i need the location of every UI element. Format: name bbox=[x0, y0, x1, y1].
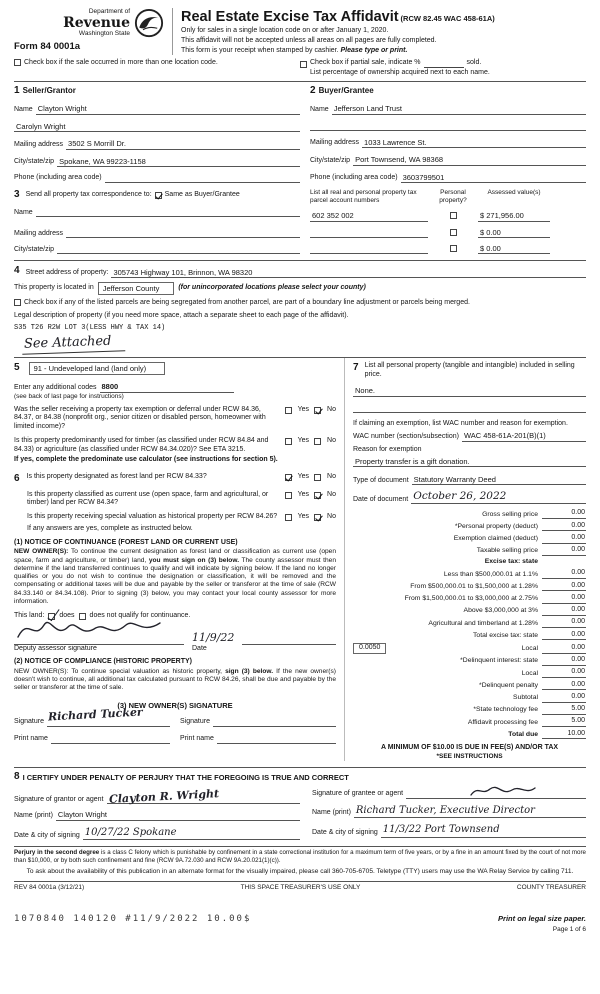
notice-continuance-body bbox=[14, 548, 336, 606]
segregated-parcel-label: Check box if any of the listed parcels are being segregated from another parcel, are part of a boundary line adjustment or parcels being merged. bbox=[24, 299, 470, 307]
buyer-name-label: Name bbox=[310, 106, 329, 113]
q-currentuse-yes-checkbox[interactable] bbox=[285, 492, 292, 499]
additional-codes-input[interactable]: 8800 bbox=[100, 382, 235, 392]
parcel-row bbox=[310, 211, 586, 221]
land-use-code-select[interactable]: 91 - Undeveloped land (land only) bbox=[29, 362, 166, 375]
section-8-number: 8 bbox=[14, 771, 20, 783]
grantor-date-label: Date & city of signing bbox=[14, 831, 80, 839]
legal-description-block bbox=[14, 312, 586, 355]
grantee-signature-label: Signature of grantee or agent bbox=[312, 789, 404, 797]
see-instructions-note: *SEE INSTRUCTIONS bbox=[436, 753, 503, 761]
grantor-signature[interactable]: Clayton R. Wright bbox=[108, 786, 219, 806]
type-of-document-label: Type of document bbox=[353, 476, 409, 484]
grantee-name-handwriting[interactable]: Richard Tucker, Executive Director bbox=[355, 804, 535, 816]
partial-sale-label: Check box if partial sale, indicate % bbox=[310, 59, 421, 67]
wac-number-input[interactable]: WAC 458-61A-201(B)(1) bbox=[462, 431, 586, 441]
tax-amount[interactable]: 5.00 bbox=[542, 705, 586, 715]
tax-amount[interactable]: 0.00 bbox=[542, 606, 586, 616]
signature-label: Signature bbox=[14, 718, 44, 726]
tax-row-label: Subtotal bbox=[513, 694, 538, 702]
personal-property-checkbox-2[interactable] bbox=[450, 229, 457, 236]
tax-row bbox=[353, 668, 586, 678]
tax-amount[interactable]: 0.00 bbox=[542, 594, 586, 604]
new-owners-bold: NEW OWNER(S): bbox=[14, 548, 69, 556]
q-forest-yes-checkbox[interactable] bbox=[285, 474, 292, 481]
notice-compliance-heading: (2) NOTICE OF COMPLIANCE (HISTORIC PROPERTY) bbox=[14, 658, 192, 666]
additional-codes-label: Enter any additional codes bbox=[14, 383, 97, 391]
q-timber-yes-checkbox[interactable] bbox=[285, 438, 292, 445]
tax-computation-table bbox=[353, 509, 586, 739]
parcel-table bbox=[300, 189, 586, 255]
section-certification bbox=[14, 767, 586, 840]
tax-row-label: Total due bbox=[508, 730, 538, 738]
section-seller bbox=[14, 82, 300, 183]
located-in-label: This property is located in bbox=[14, 284, 94, 292]
tax-row-label: From $1,500,000.01 to $3,000,000 at 2.75% bbox=[404, 595, 538, 603]
tax-row bbox=[353, 594, 586, 604]
parcel-col-header: List all real and personal property tax parcel account numbers bbox=[310, 188, 417, 204]
additional-codes-note: (see back of last page for instructions) bbox=[14, 392, 124, 400]
print-name-label: Print name bbox=[180, 735, 214, 743]
corr-mailing-input[interactable] bbox=[66, 229, 300, 238]
tax-amount[interactable]: 0.00 bbox=[542, 681, 586, 691]
deputy-assessor-row bbox=[14, 631, 336, 645]
tax-amount[interactable]: 0.00 bbox=[542, 582, 586, 592]
q-exemption-no-checkbox[interactable] bbox=[314, 407, 321, 414]
forest-land-answer bbox=[285, 473, 336, 482]
corr-name-input[interactable] bbox=[36, 208, 300, 217]
no-label: No bbox=[327, 405, 336, 413]
if-any-yes-note: If any answers are yes, complete as instructed below. bbox=[27, 524, 193, 532]
dor-logo-icon bbox=[134, 8, 164, 38]
grantor-name-input[interactable]: Clayton Wright bbox=[56, 810, 300, 820]
section-land-use bbox=[14, 362, 336, 465]
wac-number-label: WAC number (section/subsection) bbox=[353, 433, 459, 440]
buyer-name-input[interactable]: Jefferson Land Trust bbox=[332, 104, 586, 114]
deputy-date-label: Date bbox=[192, 644, 207, 652]
no-label: No bbox=[327, 490, 336, 498]
assessed-value-input[interactable]: $ 0.00 bbox=[478, 244, 550, 254]
tax-row-label: Less than $500,000.01 at 1.1% bbox=[443, 570, 538, 578]
legal-paper-note: Print on legal size paper. bbox=[498, 914, 586, 924]
revenue-wordmark: Revenue bbox=[63, 15, 130, 32]
grantor-name-label: Name (print) bbox=[14, 812, 53, 820]
date-of-document-label: Date of document bbox=[353, 495, 409, 503]
assessed-value-col-header: Assessed value(s) bbox=[487, 188, 541, 196]
new-owner-printname-line-2[interactable] bbox=[217, 735, 336, 744]
exemption-intro: If claiming an exemption, list WAC number and reason for exemption. bbox=[353, 419, 568, 427]
grantee-signature-line[interactable] bbox=[406, 790, 586, 799]
print-name-label: Print name bbox=[14, 735, 48, 743]
tax-row bbox=[353, 631, 586, 641]
certification-statement: I CERTIFY UNDER PENALTY OF PERJURY THAT THE FOREGOING IS TRUE AND CORRECT bbox=[22, 772, 349, 782]
section-6-number: 6 bbox=[14, 473, 20, 485]
ownership-percentage-note: List percentage of ownership acquired next to each name. bbox=[310, 69, 490, 77]
page-number: Page 1 of 6 bbox=[552, 925, 586, 933]
section-1-title: Seller/Grantor bbox=[22, 85, 76, 95]
seller-phone-label: Phone (including area code) bbox=[14, 174, 102, 182]
form-number: Form 84 0001a bbox=[14, 41, 81, 53]
same-as-buyer-checkbox[interactable] bbox=[155, 192, 162, 199]
parcel-number-input[interactable] bbox=[310, 229, 428, 238]
seller-mailing-input[interactable]: 3502 S Morrill Dr. bbox=[66, 139, 300, 149]
sign-below-bold: sign (3) below. bbox=[225, 668, 274, 676]
q-historical-no-checkbox[interactable] bbox=[314, 514, 321, 521]
signature-label: Signature bbox=[180, 718, 210, 726]
tax-row-label: Gross selling price bbox=[482, 510, 538, 518]
yes-label: Yes bbox=[297, 473, 310, 481]
tax-amount[interactable]: 0.00 bbox=[542, 522, 586, 532]
seller-mailing-label: Mailing address bbox=[14, 140, 64, 148]
deputy-assessor-signature-scrawl bbox=[14, 615, 164, 643]
historical-question: Is this property receiving special valuation as historical property per RCW 84.26? bbox=[27, 513, 278, 521]
tax-row bbox=[353, 582, 586, 592]
tax-amount[interactable]: 5.00 bbox=[542, 717, 586, 727]
tax-amount[interactable]: 0.00 bbox=[542, 534, 586, 544]
grantor-signature-label: Signature of grantor or agent bbox=[14, 795, 104, 803]
deputy-date-line[interactable] bbox=[242, 636, 336, 645]
new-owner-printname-line-1[interactable] bbox=[51, 735, 170, 744]
tax-amount[interactable]: 0.00 bbox=[542, 509, 586, 519]
continuance-text-1: To continue the current designation as forest land or classification as current use (open space, farm and agriculture, or timber) land, bbox=[14, 548, 337, 564]
correspondence-row bbox=[14, 189, 586, 255]
tax-row-label: *Delinquent interest: state bbox=[460, 657, 538, 665]
perjury-text: is a class C felony which is punishable by confinement in a state correctional institution for a maximum term of five years, or by a fine in an amount fixed by the court of not more than $10,000, or by both such confinement and fine (RCW 9A.72.030 and RCW 9A.20.021(1)(c)). bbox=[14, 849, 586, 865]
tax-amount[interactable]: 0.00 bbox=[542, 546, 586, 556]
seller-name-label: Name bbox=[14, 106, 33, 113]
tax-row bbox=[353, 656, 586, 666]
seller-name-input[interactable]: Clayton Wright bbox=[36, 104, 300, 114]
perjury-notice bbox=[14, 846, 586, 865]
tax-row bbox=[353, 705, 586, 715]
legal-description-label: Legal description of property (if you need more space, attach a separate sheet to each page of the affidavit). bbox=[14, 312, 349, 319]
department-of-label: Department of bbox=[88, 8, 130, 15]
tax-row-label: Taxable selling price bbox=[476, 547, 538, 555]
tax-row-label: Local bbox=[521, 645, 538, 653]
tax-row-label: *State technology fee bbox=[473, 706, 538, 714]
seller-name2-input[interactable]: Carolyn Wright bbox=[14, 122, 300, 132]
q-timber-no-checkbox[interactable] bbox=[314, 438, 321, 445]
tax-row-label: Local bbox=[521, 669, 538, 677]
type-of-document-input[interactable]: Statutory Warranty Deed bbox=[412, 475, 586, 485]
multiple-location-label: Check box if the sale occurred in more than one location code. bbox=[24, 59, 218, 67]
treasurer-line bbox=[14, 881, 586, 892]
yes-label: Yes bbox=[297, 405, 310, 413]
local-rate-input[interactable]: 0.0050 bbox=[353, 643, 386, 654]
new-owner-signature-1: Richard Tucker bbox=[47, 705, 144, 724]
yes-label: Yes bbox=[297, 513, 310, 521]
personal-property-intro: List all personal property (tangible and intangible) included in selling price. bbox=[364, 361, 575, 378]
tax-row-label: Above $3,000,000 at 3% bbox=[463, 607, 538, 615]
timber-agriculture-question: Is this property predominantly used for timber (as classified under RCW 84.84 and 84.33) or agriculture (as classified under RCW 84.34.020)? See ETA 3215. bbox=[14, 436, 269, 453]
no-label: No bbox=[327, 473, 336, 481]
q-currentuse-no-checkbox[interactable] bbox=[314, 492, 321, 499]
exemption-deferral-answer bbox=[285, 406, 336, 415]
reason-exemption-input[interactable]: Property transfer is a gift donation. bbox=[353, 457, 586, 467]
county-treasurer-label: COUNTY TREASURER bbox=[516, 884, 586, 892]
corr-csz-label: City/state/zip bbox=[14, 245, 55, 253]
section-2-title: Buyer/Grantee bbox=[318, 85, 374, 95]
tax-row bbox=[353, 546, 586, 556]
section-5-number: 5 bbox=[14, 362, 20, 374]
new-owner-signature-line-2[interactable] bbox=[213, 718, 336, 727]
personal-property-col-header: Personal property? bbox=[439, 188, 467, 204]
assessed-value-input[interactable]: $ 0.00 bbox=[478, 228, 550, 238]
notice-continuance-heading: (1) NOTICE OF CONTINUANCE (FOREST LAND OR CURRENT USE) bbox=[14, 538, 238, 546]
yes-label: Yes bbox=[297, 436, 310, 444]
county-select[interactable]: Jefferson County bbox=[98, 282, 175, 295]
tax-row bbox=[353, 618, 586, 628]
tax-row bbox=[353, 509, 586, 519]
tax-row bbox=[353, 606, 586, 616]
q-forest-no-checkbox[interactable] bbox=[314, 474, 321, 481]
seller-phone-input[interactable] bbox=[105, 174, 300, 183]
title-block bbox=[172, 8, 586, 55]
tax-row bbox=[353, 693, 586, 703]
grantee-date-label: Date & city of signing bbox=[312, 828, 378, 836]
segregated-parcel-checkbox[interactable] bbox=[14, 299, 21, 306]
new-owner-printname-row bbox=[14, 735, 336, 744]
grantee-certification bbox=[300, 784, 586, 841]
must-sign-bold: you must sign on (3) below. bbox=[148, 556, 240, 564]
parcel-row bbox=[310, 244, 586, 254]
does-label: does bbox=[59, 612, 75, 620]
tax-row-local-rate bbox=[353, 643, 586, 654]
section-correspondence bbox=[14, 189, 300, 255]
buyer-mailing-label: Mailing address bbox=[310, 139, 360, 147]
multiple-location-checkbox[interactable] bbox=[14, 59, 21, 66]
current-use-answer bbox=[285, 491, 336, 500]
same-as-buyer-label: Same as Buyer/Grantee bbox=[164, 190, 240, 198]
section-property bbox=[14, 260, 586, 354]
grantee-name-label: Name (print) bbox=[312, 809, 351, 817]
right-column bbox=[344, 358, 586, 761]
tax-row-label: Excise tax: state bbox=[484, 558, 538, 566]
header-note-3 bbox=[181, 47, 586, 56]
seller-csz-input[interactable]: Spokane, WA 99223-1158 bbox=[57, 157, 300, 167]
date-of-document-handwriting[interactable]: October 26, 2022 bbox=[413, 490, 507, 503]
if-yes-note-bold: If yes, bbox=[14, 456, 34, 464]
timber-agriculture-answer bbox=[285, 437, 336, 446]
if-yes-note: complete the predominate use calculator (see instructions for section 5). bbox=[33, 456, 278, 464]
buyer-name2-input[interactable] bbox=[310, 122, 586, 131]
street-address-label: Street address of property: bbox=[25, 269, 109, 277]
tax-amount[interactable]: 10.00 bbox=[542, 730, 586, 740]
parties-row bbox=[14, 82, 586, 183]
grantee-signature-scrawl bbox=[468, 784, 538, 798]
tax-row-label: *Delinquent penalty bbox=[479, 681, 538, 689]
bottom-row bbox=[14, 914, 586, 934]
parcel-row bbox=[310, 228, 586, 238]
form-title: Real Estate Excise Tax Affidavit bbox=[181, 9, 399, 25]
yes-label: Yes bbox=[297, 490, 310, 498]
section-2-number: 2 bbox=[310, 84, 316, 96]
deputy-assessor-label: Deputy assessor signature bbox=[14, 644, 97, 652]
agency-block bbox=[14, 8, 164, 53]
compliance-text-1: NEW OWNER(S): To continue special valuation as historic property, bbox=[14, 668, 226, 676]
historical-answer bbox=[285, 513, 336, 522]
header-note-1: Only for sales in a single location code on or after January 1, 2020. bbox=[181, 27, 389, 35]
document-info bbox=[353, 475, 586, 505]
buyer-csz-label: City/state/zip bbox=[310, 156, 351, 164]
tax-row-label: From $500,000.01 to $1,500,000 at 1.28% bbox=[410, 582, 538, 590]
tax-row bbox=[353, 681, 586, 691]
exemption-deferral-question: Was the seller receiving a property tax exemption or deferral under RCW 84.36, 84.37, or 84.38 (nonprofit org., senior citizen or disabled person, homeowner with limited income)? bbox=[14, 405, 266, 431]
q-exemption-yes-checkbox[interactable] bbox=[285, 407, 292, 414]
left-column bbox=[14, 358, 344, 761]
tax-row-label: Agricultural and timberland at 1.28% bbox=[428, 619, 538, 627]
forest-land-question: Is this property designated as forest land per RCW 84.33? bbox=[26, 473, 207, 481]
tax-amount[interactable]: 0.00 bbox=[542, 618, 586, 628]
parcel-number-input[interactable]: 602 352 002 bbox=[310, 211, 428, 221]
partial-sale-sold-label: sold. bbox=[466, 59, 482, 67]
perjury-bold: Perjury in the second degree bbox=[14, 849, 100, 857]
tax-row-label: Total excise tax: state bbox=[473, 631, 538, 639]
legal-description-handwriting: See Attached bbox=[22, 333, 126, 355]
notice-compliance-body bbox=[14, 668, 336, 693]
top-options-row bbox=[14, 59, 586, 82]
tax-amount[interactable]: 0.00 bbox=[542, 668, 586, 678]
parcel-number-input[interactable] bbox=[310, 245, 428, 254]
current-use-question: Is this property classified as current use (open space, farm and agricultural, or timber) land per RCW 84.34? bbox=[27, 490, 269, 507]
partial-sale-percent-input[interactable] bbox=[424, 60, 464, 68]
alternate-format-notice: To ask about the availability of this publication in an alternate format for the visually impaired, please call 360-705-6705. Teletype (TTY) users may use the WA Relay Service by calling 711. bbox=[26, 867, 574, 875]
tax-amount[interactable]: 0.00 bbox=[542, 644, 586, 654]
compliance-text-2: If the new owner(s) doesn't wish to continue, all additional tax calculated pursuant to RCW 84.26, shall be due and payable by the seller or transferor at the time of sale. bbox=[14, 668, 336, 692]
tax-row-label: *Personal property (deduct) bbox=[454, 522, 538, 530]
section-7-number: 7 bbox=[353, 361, 359, 373]
no-label: No bbox=[327, 513, 336, 521]
tax-amount[interactable]: 0.00 bbox=[542, 631, 586, 641]
tax-amount[interactable]: 0.00 bbox=[542, 569, 586, 579]
tax-row bbox=[353, 534, 586, 544]
grantee-date-handwriting[interactable]: 11/3/22 Port Townsend bbox=[382, 824, 500, 836]
treasurer-stamp: 1070840 140120 #11/9/2022 10.00$ bbox=[14, 914, 252, 925]
treasurer-space-label: THIS SPACE TREASURER'S USE ONLY bbox=[240, 884, 361, 892]
reason-exemption-label: Reason for exemption bbox=[353, 445, 422, 453]
tax-amount[interactable]: 0.00 bbox=[542, 693, 586, 703]
minimum-due-note: A MINIMUM OF $10.00 IS DUE IN FEE(S) AND/OR TAX bbox=[380, 744, 559, 752]
no-label: No bbox=[327, 436, 336, 444]
tax-row bbox=[353, 569, 586, 579]
county-note: (for unincorporated locations please select your county) bbox=[178, 284, 366, 292]
main-split bbox=[14, 357, 586, 761]
does-not-label: does not qualify for continuance. bbox=[89, 612, 191, 620]
assessed-value-input[interactable]: $ 271,956.00 bbox=[478, 211, 550, 221]
header-note-3-text: This form is your receipt when stamped by cashier. bbox=[181, 46, 341, 54]
type-or-print-note: Please type or print. bbox=[340, 46, 408, 54]
street-address-input[interactable]: 305743 Highway 101, Brinnon, WA 98320 bbox=[111, 268, 586, 278]
q-historical-yes-checkbox[interactable] bbox=[285, 514, 292, 521]
buyer-phone-input[interactable]: 3603799501 bbox=[401, 173, 586, 183]
washington-state-label: Washington State bbox=[78, 30, 130, 38]
rev-number: REV 84 0001a (3/12/21) bbox=[14, 884, 85, 892]
section-1-number: 1 bbox=[14, 84, 20, 96]
buyer-phone-label: Phone (including area code) bbox=[310, 174, 398, 182]
personal-property-checkbox-3[interactable] bbox=[450, 245, 457, 252]
corr-name-label: Name bbox=[14, 208, 33, 216]
grantor-date-handwriting[interactable]: 10/27/22 Spokane bbox=[84, 826, 177, 838]
form-title-rcw: (RCW 82.45 WAC 458-61A) bbox=[400, 14, 495, 23]
buyer-mailing-input[interactable]: 1033 Lawrence St. bbox=[362, 138, 586, 148]
continuance-text-2: The county assessor must then determine if the land transferred continues to qualify and will indicate by signing below. If the land no longer qualifies or you do not wish to continue the designation or classification, it will be removed and the compensating or additional taxes will be due and payable by the seller or transferor at the time of sale (RCW 84.33.140 or 84.34.108). Prior to signing (3) below, you may contact your local county assessor for more information. bbox=[14, 556, 337, 605]
correspondence-intro: Send all property tax correspondence to: bbox=[25, 190, 152, 198]
tax-row bbox=[353, 717, 586, 727]
tax-row bbox=[353, 558, 586, 566]
personal-property-input[interactable]: None. bbox=[353, 386, 586, 396]
section-buyer bbox=[300, 82, 586, 183]
tax-amount[interactable]: 0.00 bbox=[542, 656, 586, 666]
corr-mailing-label: Mailing address bbox=[14, 229, 64, 237]
section-3-number: 3 bbox=[14, 188, 20, 200]
corr-csz-input[interactable] bbox=[57, 245, 300, 254]
tax-row-label: Exemption claimed (deduct) bbox=[453, 535, 538, 543]
this-land-label: This land: bbox=[14, 612, 45, 620]
buyer-csz-input[interactable]: Port Townsend, WA 98368 bbox=[353, 155, 586, 165]
tax-row-label: Affidavit processing fee bbox=[467, 718, 538, 726]
legal-description-text[interactable]: S35 T26 R2W LOT 3(LESS HWY & TAX 14) bbox=[14, 323, 166, 332]
header-note-2: This affidavit will not be accepted unless all areas on all pages are fully completed. bbox=[181, 36, 437, 44]
tax-row bbox=[353, 522, 586, 532]
personal-property-checkbox-1[interactable] bbox=[450, 212, 457, 219]
form-header bbox=[14, 8, 586, 55]
section-designation bbox=[14, 473, 336, 744]
grantor-certification bbox=[14, 784, 300, 841]
section-4-number: 4 bbox=[14, 265, 20, 277]
partial-sale-checkbox[interactable] bbox=[300, 61, 307, 68]
tax-row-total bbox=[353, 730, 586, 740]
agency-wordmark bbox=[14, 8, 130, 38]
section-personal-property bbox=[353, 362, 586, 467]
personal-property-blank-line[interactable] bbox=[353, 404, 586, 413]
deputy-date-handwriting: 11/9/22 bbox=[192, 630, 235, 644]
seller-csz-label: City/state/zip bbox=[14, 158, 55, 166]
new-owners-signature-heading: (3) NEW OWNER(S) SIGNATURE bbox=[117, 700, 233, 710]
